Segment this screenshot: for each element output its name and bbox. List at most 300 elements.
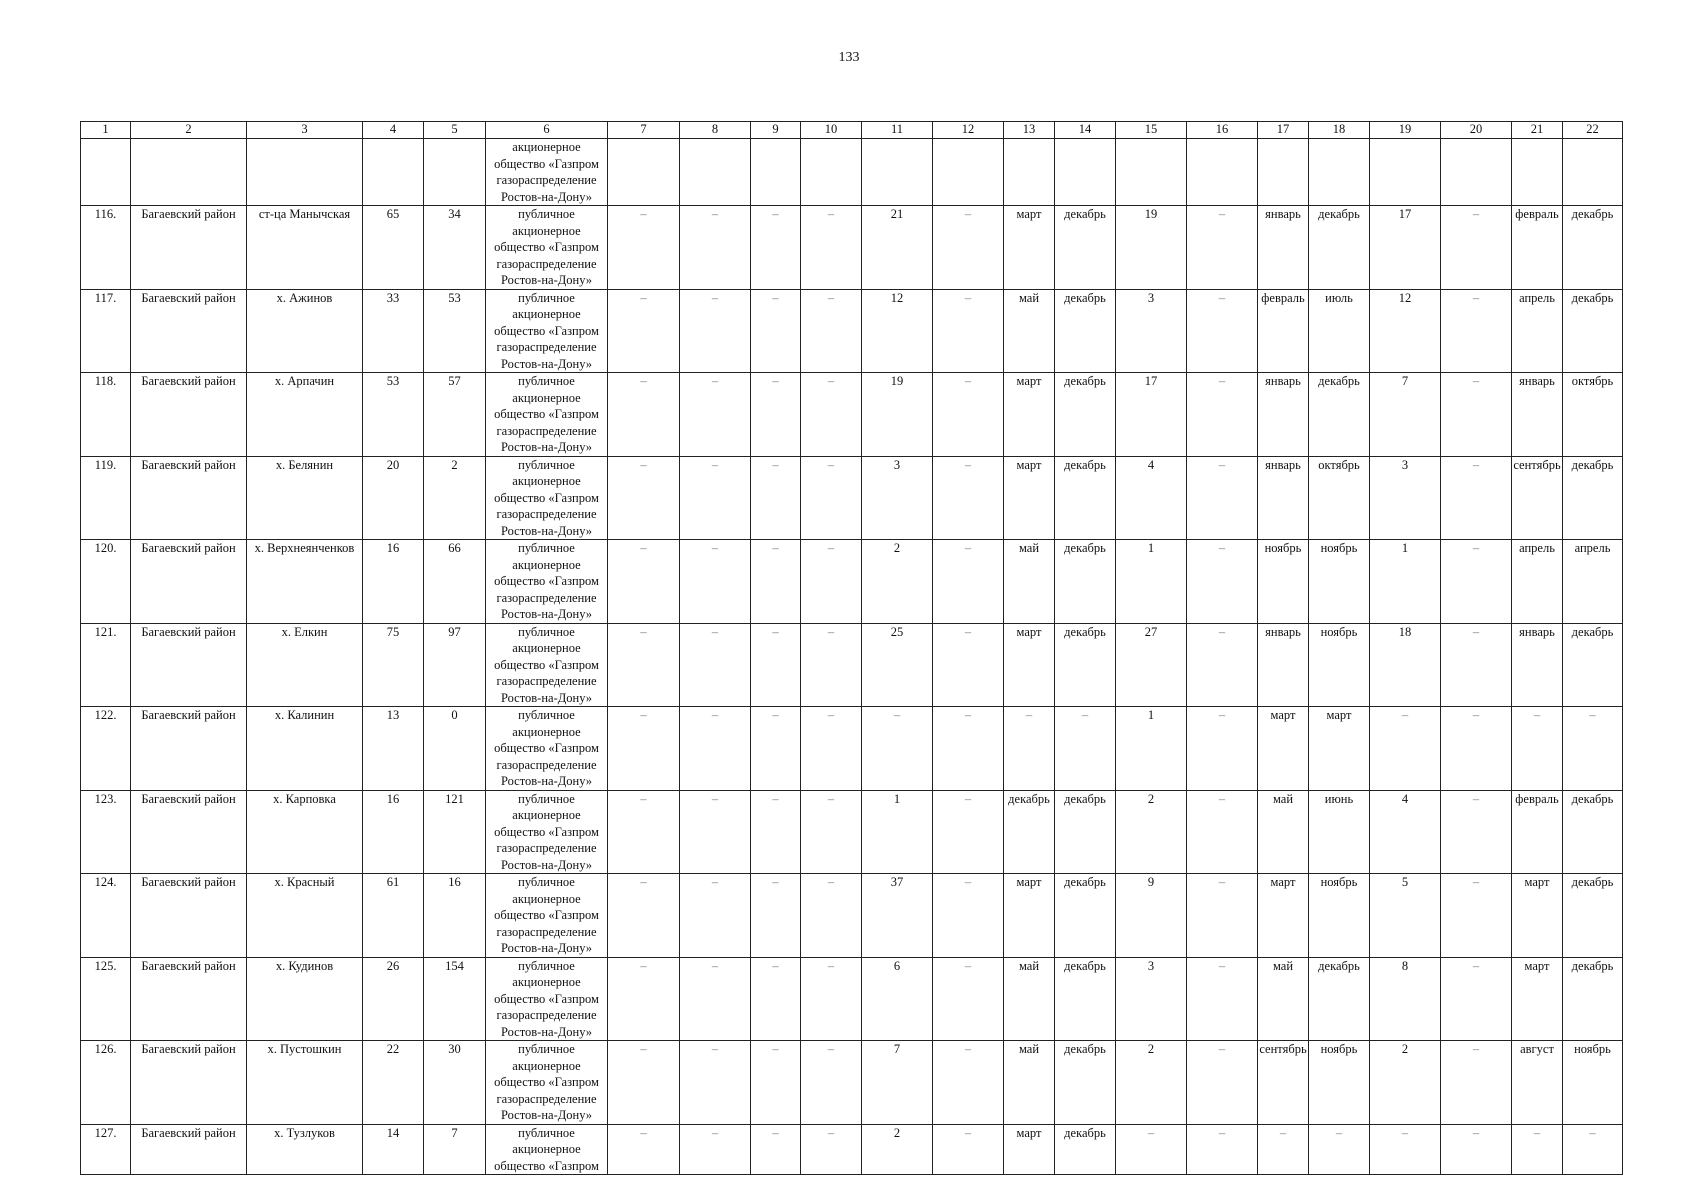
table-cell: 30 (424, 1041, 486, 1125)
table-cell: декабрь (1563, 874, 1623, 958)
table-cell: 16 (363, 540, 424, 624)
table-cell: 116. (81, 206, 131, 290)
table-cell: 1 (1370, 540, 1441, 624)
table-cell: Багаевский район (131, 456, 247, 540)
table-cell: декабрь (1563, 623, 1623, 707)
table-cell: 9 (1116, 874, 1187, 958)
empty-cell (933, 139, 1004, 206)
table-cell: июль (1309, 289, 1370, 373)
table-cell: – (751, 707, 801, 791)
table-cell: декабрь (1309, 373, 1370, 457)
table-cell: 18 (1370, 623, 1441, 707)
header-cell: 13 (1004, 122, 1055, 139)
table-cell: январь (1258, 456, 1309, 540)
table-row (81, 707, 1623, 791)
header-cell: 12 (933, 122, 1004, 139)
table-cell: – (1563, 707, 1623, 791)
table-cell: – (1512, 1124, 1563, 1175)
org-cell: публичное акционерное общество «Газпром газораспределение Ростов-на-Дону» (486, 289, 608, 373)
table-cell: – (1116, 1124, 1187, 1175)
table-cell: январь (1258, 206, 1309, 290)
table-cell: февраль (1512, 206, 1563, 290)
table-cell: март (1004, 373, 1055, 457)
table-cell: 26 (363, 957, 424, 1041)
table-cell: 97 (424, 623, 486, 707)
table-cell: март (1004, 456, 1055, 540)
table-cell: – (751, 790, 801, 874)
table-cell: Багаевский район (131, 874, 247, 958)
table-cell: 13 (363, 707, 424, 791)
table-cell: май (1258, 957, 1309, 1041)
table-cell: 17 (1116, 373, 1187, 457)
table-cell: – (680, 456, 751, 540)
table-cell: – (933, 957, 1004, 1041)
table-cell: – (608, 874, 680, 958)
table-row (81, 373, 1623, 457)
header-cell: 1 (81, 122, 131, 139)
table-cell: 25 (862, 623, 933, 707)
table-cell: декабрь (1055, 957, 1116, 1041)
table-cell: – (1187, 373, 1258, 457)
table-row (81, 957, 1623, 1041)
table-cell: март (1004, 206, 1055, 290)
table-cell: май (1258, 790, 1309, 874)
table-cell: х. Пустошкин (247, 1041, 363, 1125)
table-cell: х. Тузлуков (247, 1124, 363, 1175)
table-cell: – (801, 707, 862, 791)
table-cell: 6 (862, 957, 933, 1041)
header-row (81, 122, 1623, 139)
table-cell: декабрь (1055, 456, 1116, 540)
table-cell: декабрь (1563, 289, 1623, 373)
header-cell: 18 (1309, 122, 1370, 139)
table-cell: – (1187, 456, 1258, 540)
table-row (81, 289, 1623, 373)
empty-cell (247, 139, 363, 206)
table-cell: Багаевский район (131, 206, 247, 290)
table-cell: 17 (1370, 206, 1441, 290)
org-cell: публичное акционерное общество «Газпром газораспределение Ростов-на-Дону» (486, 540, 608, 624)
table-cell: – (1512, 707, 1563, 791)
table-cell: – (608, 623, 680, 707)
table-cell: январь (1512, 373, 1563, 457)
table-cell: – (680, 1041, 751, 1125)
table-cell: сентябрь (1512, 456, 1563, 540)
org-cell: публичное акционерное общество «Газпром (486, 1124, 608, 1175)
table-cell: – (933, 707, 1004, 791)
table-cell: 4 (1370, 790, 1441, 874)
table-cell: – (608, 289, 680, 373)
table-cell: – (1187, 707, 1258, 791)
table-cell: декабрь (1004, 790, 1055, 874)
table-cell: 3 (1116, 957, 1187, 1041)
table-cell: – (1187, 957, 1258, 1041)
table-cell: 2 (1116, 1041, 1187, 1125)
table-row (81, 540, 1623, 624)
table-cell: – (933, 874, 1004, 958)
table-cell: – (608, 707, 680, 791)
table-cell: – (1441, 957, 1512, 1041)
header-cell: 11 (862, 122, 933, 139)
table-cell: – (1370, 1124, 1441, 1175)
table-cell: март (1309, 707, 1370, 791)
table-cell: 3 (1116, 289, 1187, 373)
table-cell: декабрь (1563, 957, 1623, 1041)
table-cell: июнь (1309, 790, 1370, 874)
table-cell: Багаевский район (131, 707, 247, 791)
table-cell: март (1004, 874, 1055, 958)
table-cell: 120. (81, 540, 131, 624)
empty-cell (1370, 139, 1441, 206)
table-cell: 3 (862, 456, 933, 540)
table-cell: 37 (862, 874, 933, 958)
table-cell: 117. (81, 289, 131, 373)
org-cell: публичное акционерное общество «Газпром газораспределение Ростов-на-Дону» (486, 874, 608, 958)
table-cell: 2 (1116, 790, 1187, 874)
table-cell: – (680, 623, 751, 707)
table-cell: – (680, 540, 751, 624)
header-cell: 2 (131, 122, 247, 139)
table-cell: х. Елкин (247, 623, 363, 707)
table-cell: – (801, 623, 862, 707)
empty-cell (1563, 139, 1623, 206)
table-cell: 154 (424, 957, 486, 1041)
data-table (80, 121, 1623, 1175)
header-cell: 19 (1370, 122, 1441, 139)
table-cell: Багаевский район (131, 289, 247, 373)
empty-cell (81, 139, 131, 206)
table-cell: – (608, 540, 680, 624)
table-cell: декабрь (1055, 1041, 1116, 1125)
table-cell: ноябрь (1309, 540, 1370, 624)
table-cell: 19 (862, 373, 933, 457)
table-cell: – (1441, 790, 1512, 874)
table-cell: – (1370, 707, 1441, 791)
table-cell: 126. (81, 1041, 131, 1125)
table-cell: – (680, 1124, 751, 1175)
table-cell: март (1512, 957, 1563, 1041)
table-cell: – (608, 790, 680, 874)
empty-cell (1116, 139, 1187, 206)
table-cell: 119. (81, 456, 131, 540)
table-cell: – (751, 540, 801, 624)
table-cell: ноябрь (1309, 1041, 1370, 1125)
empty-cell (608, 139, 680, 206)
header-cell: 5 (424, 122, 486, 139)
table-cell: 7 (862, 1041, 933, 1125)
table-cell: – (1441, 1041, 1512, 1125)
table-cell: – (1258, 1124, 1309, 1175)
table-cell: 123. (81, 790, 131, 874)
header-cell: 7 (608, 122, 680, 139)
table-cell: х. Карповка (247, 790, 363, 874)
table-cell: февраль (1258, 289, 1309, 373)
table-cell: – (933, 1041, 1004, 1125)
table-cell: 21 (862, 206, 933, 290)
header-cell: 9 (751, 122, 801, 139)
table-cell: апрель (1563, 540, 1623, 624)
table-cell: 53 (424, 289, 486, 373)
table-cell: – (1187, 623, 1258, 707)
header-cell: 16 (1187, 122, 1258, 139)
table-cell: 124. (81, 874, 131, 958)
table-cell: – (680, 874, 751, 958)
table-row (81, 623, 1623, 707)
table-cell: – (933, 289, 1004, 373)
table-cell: – (933, 206, 1004, 290)
table-cell: – (1187, 1041, 1258, 1125)
table-cell: – (1441, 707, 1512, 791)
table-cell: – (862, 707, 933, 791)
table-cell: – (801, 1124, 862, 1175)
table-cell: 118. (81, 373, 131, 457)
table-cell: – (608, 456, 680, 540)
header-cell: 4 (363, 122, 424, 139)
table-cell: – (801, 1041, 862, 1125)
header-cell: 20 (1441, 122, 1512, 139)
table-cell: х. Ажинов (247, 289, 363, 373)
table-cell: – (608, 957, 680, 1041)
org-cell: публичное акционерное общество «Газпром газораспределение Ростов-на-Дону» (486, 206, 608, 290)
table-cell: – (801, 957, 862, 1041)
table-cell: – (801, 206, 862, 290)
table-row (81, 874, 1623, 958)
table-cell: апрель (1512, 289, 1563, 373)
empty-cell (1258, 139, 1309, 206)
table-cell: декабрь (1563, 456, 1623, 540)
table-cell: 2 (862, 1124, 933, 1175)
table-cell: – (1309, 1124, 1370, 1175)
table-cell: декабрь (1055, 874, 1116, 958)
org-cell: публичное акционерное общество «Газпром газораспределение Ростов-на-Дону» (486, 1041, 608, 1125)
table-cell: 16 (363, 790, 424, 874)
table-cell: 127. (81, 1124, 131, 1175)
table-cell: – (608, 1124, 680, 1175)
table-cell: декабрь (1055, 623, 1116, 707)
table-cell: 66 (424, 540, 486, 624)
table-cell: – (1441, 373, 1512, 457)
table-cell: 57 (424, 373, 486, 457)
table-cell: ноябрь (1258, 540, 1309, 624)
continuation-org-cell: акционерное общество «Газпром газораспределение Ростов-на-Дону» (486, 139, 608, 206)
table-cell: декабрь (1309, 206, 1370, 290)
table-cell: февраль (1512, 790, 1563, 874)
table-cell: – (680, 289, 751, 373)
table-cell: январь (1258, 623, 1309, 707)
table-cell: март (1258, 874, 1309, 958)
table-cell: – (933, 456, 1004, 540)
table-cell: х. Верхнеянченков (247, 540, 363, 624)
table-cell: – (801, 540, 862, 624)
table-cell: 0 (424, 707, 486, 791)
table-cell: – (933, 623, 1004, 707)
org-cell: публичное акционерное общество «Газпром газораспределение Ростов-на-Дону» (486, 957, 608, 1041)
table-cell: 65 (363, 206, 424, 290)
table-cell: 20 (363, 456, 424, 540)
table-cell: 8 (1370, 957, 1441, 1041)
table-cell: май (1004, 957, 1055, 1041)
table-cell: декабрь (1309, 957, 1370, 1041)
table-cell: октябрь (1563, 373, 1623, 457)
table-row (81, 206, 1623, 290)
table-cell: 3 (1370, 456, 1441, 540)
table-cell: 27 (1116, 623, 1187, 707)
table-row (81, 456, 1623, 540)
table-cell: 12 (862, 289, 933, 373)
table-cell: – (680, 790, 751, 874)
table-cell: – (801, 289, 862, 373)
table-cell: – (1004, 707, 1055, 791)
table-cell: – (1187, 874, 1258, 958)
table-cell: 1 (1116, 540, 1187, 624)
table-cell: – (751, 373, 801, 457)
table-cell: – (680, 373, 751, 457)
table-cell: декабрь (1563, 790, 1623, 874)
org-cell: публичное акционерное общество «Газпром газораспределение Ростов-на-Дону» (486, 707, 608, 791)
table-cell: – (680, 957, 751, 1041)
table-cell: декабрь (1055, 1124, 1116, 1175)
table-cell: – (680, 206, 751, 290)
table-cell: ноябрь (1309, 874, 1370, 958)
header-cell: 8 (680, 122, 751, 139)
table-cell: май (1004, 1041, 1055, 1125)
table-cell: – (1187, 1124, 1258, 1175)
table-cell: 125. (81, 957, 131, 1041)
table-cell: – (751, 1124, 801, 1175)
table-cell: – (680, 707, 751, 791)
table-cell: – (751, 206, 801, 290)
table-cell: – (1441, 456, 1512, 540)
org-cell: публичное акционерное общество «Газпром газораспределение Ростов-на-Дону» (486, 623, 608, 707)
table-cell: – (751, 957, 801, 1041)
table-cell: Багаевский район (131, 540, 247, 624)
table-cell: Багаевский район (131, 790, 247, 874)
table-cell: ноябрь (1309, 623, 1370, 707)
table-cell: август (1512, 1041, 1563, 1125)
table-cell: 5 (1370, 874, 1441, 958)
table-cell: – (608, 1041, 680, 1125)
table-cell: март (1512, 874, 1563, 958)
table-cell: декабрь (1055, 289, 1116, 373)
table-cell: – (1441, 1124, 1512, 1175)
empty-cell (1055, 139, 1116, 206)
empty-cell (1004, 139, 1055, 206)
table-cell: – (751, 456, 801, 540)
table-cell: 61 (363, 874, 424, 958)
table-cell: – (1441, 540, 1512, 624)
table-cell: – (1441, 289, 1512, 373)
header-cell: 15 (1116, 122, 1187, 139)
table-cell: Багаевский район (131, 957, 247, 1041)
empty-cell (801, 139, 862, 206)
table-cell: январь (1258, 373, 1309, 457)
table-cell: 2 (862, 540, 933, 624)
header-cell: 3 (247, 122, 363, 139)
table-cell: 1 (862, 790, 933, 874)
table-cell: 53 (363, 373, 424, 457)
table-cell: декабрь (1055, 206, 1116, 290)
table-cell: 12 (1370, 289, 1441, 373)
table-cell: апрель (1512, 540, 1563, 624)
table-cell: Багаевский район (131, 1124, 247, 1175)
table-cell: декабрь (1055, 540, 1116, 624)
header-cell: 10 (801, 122, 862, 139)
table-cell: 7 (1370, 373, 1441, 457)
header-cell: 21 (1512, 122, 1563, 139)
table-cell: – (751, 1041, 801, 1125)
table-cell: 7 (424, 1124, 486, 1175)
table-cell: – (1441, 623, 1512, 707)
table-cell: х. Белянин (247, 456, 363, 540)
table-cell: 33 (363, 289, 424, 373)
table-cell: декабрь (1563, 206, 1623, 290)
table-cell: – (1441, 874, 1512, 958)
table-cell: – (933, 373, 1004, 457)
table-cell: май (1004, 289, 1055, 373)
empty-cell (1309, 139, 1370, 206)
empty-cell (1441, 139, 1512, 206)
table-cell: х. Красный (247, 874, 363, 958)
table-cell: – (933, 540, 1004, 624)
table-cell: декабрь (1055, 790, 1116, 874)
table-cell: – (933, 790, 1004, 874)
table-cell: 122. (81, 707, 131, 791)
table-cell: – (751, 289, 801, 373)
table-cell: март (1004, 623, 1055, 707)
header-cell: 6 (486, 122, 608, 139)
table-cell: март (1004, 1124, 1055, 1175)
table-cell: 121. (81, 623, 131, 707)
table-cell: – (801, 373, 862, 457)
org-cell: публичное акционерное общество «Газпром газораспределение Ростов-на-Дону» (486, 456, 608, 540)
table-cell: октябрь (1309, 456, 1370, 540)
table-cell: 34 (424, 206, 486, 290)
table-cell: 4 (1116, 456, 1187, 540)
table-cell: декабрь (1055, 373, 1116, 457)
continuation-row (81, 139, 1623, 206)
empty-cell (363, 139, 424, 206)
table-cell: ст-ца Манычская (247, 206, 363, 290)
empty-cell (424, 139, 486, 206)
table-cell: – (1055, 707, 1116, 791)
table-cell: 16 (424, 874, 486, 958)
table-cell: х. Калинин (247, 707, 363, 791)
table-cell: х. Арпачин (247, 373, 363, 457)
header-cell: 14 (1055, 122, 1116, 139)
table-cell: – (751, 623, 801, 707)
table-row (81, 1041, 1623, 1125)
org-cell: публичное акционерное общество «Газпром газораспределение Ростов-на-Дону» (486, 790, 608, 874)
table-cell: 121 (424, 790, 486, 874)
table-cell: Багаевский район (131, 373, 247, 457)
table-cell: 75 (363, 623, 424, 707)
table-cell: – (801, 456, 862, 540)
table-cell: 2 (424, 456, 486, 540)
page-number: 133 (838, 50, 860, 65)
table-cell: – (1441, 206, 1512, 290)
table-cell: – (1187, 540, 1258, 624)
empty-cell (862, 139, 933, 206)
empty-cell (680, 139, 751, 206)
empty-cell (1187, 139, 1258, 206)
table-cell: х. Кудинов (247, 957, 363, 1041)
table-cell: – (801, 874, 862, 958)
table-cell: – (1563, 1124, 1623, 1175)
table-cell: – (608, 206, 680, 290)
table-cell: 14 (363, 1124, 424, 1175)
table-cell: май (1004, 540, 1055, 624)
empty-cell (751, 139, 801, 206)
